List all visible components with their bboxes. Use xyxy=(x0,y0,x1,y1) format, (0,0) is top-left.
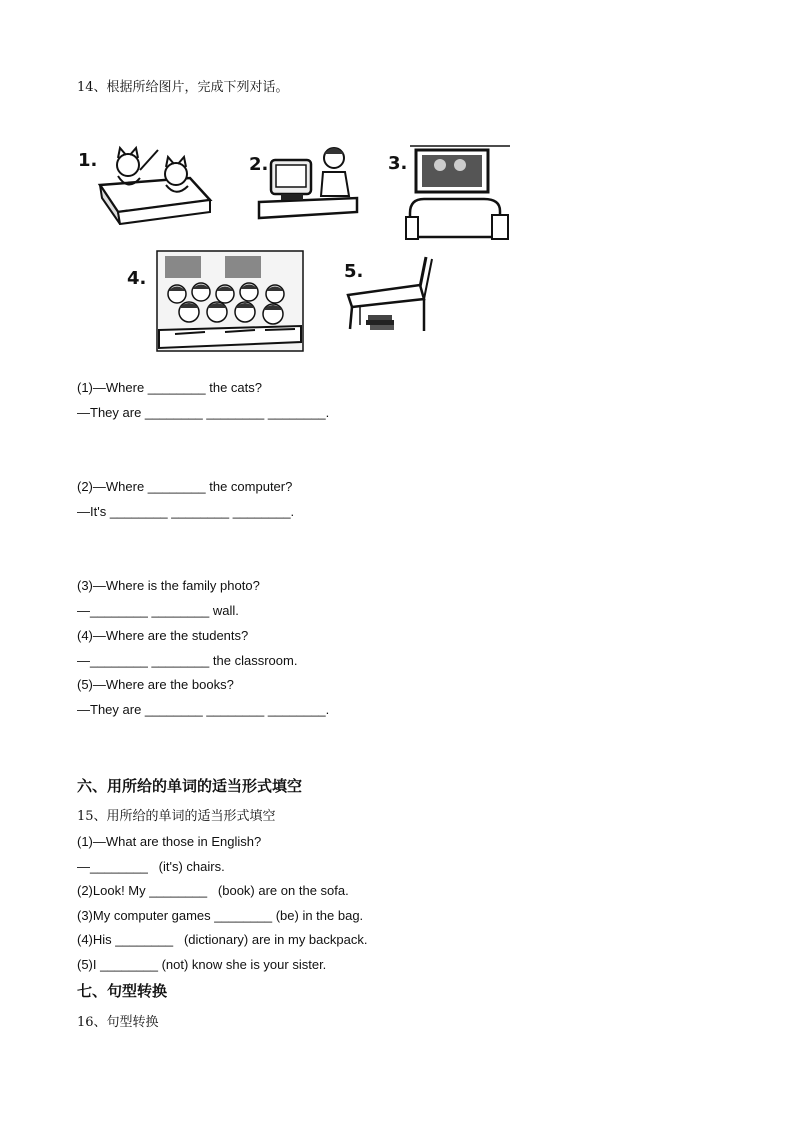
q14-line-2: —They are ________ ________ ________. xyxy=(77,405,330,420)
cats-in-box-icon xyxy=(78,140,213,225)
q14-line-7: (4)—Where are the students? xyxy=(77,628,249,643)
picture-3 xyxy=(388,143,513,243)
q14-line-10: —They are ________ ________ ________. xyxy=(77,702,330,717)
students-in-classroom-icon xyxy=(125,250,305,352)
picture-4-number: 4. xyxy=(127,268,147,289)
q14-line-6: —________ ________ wall. xyxy=(77,603,239,618)
q15-line-5: (4)His ________ (dictionary) are in my backpack. xyxy=(77,932,368,947)
books-under-chair-icon xyxy=(340,255,435,335)
q14-line-1: (1)—Where ________ the cats? xyxy=(77,380,262,395)
section-7-heading: 七、句型转换 xyxy=(77,982,168,1000)
q14-line-3: (2)—Where ________ the computer? xyxy=(77,479,293,494)
picture-4 xyxy=(125,250,305,352)
photo-above-sofa-icon xyxy=(388,143,513,243)
picture-5-number: 5. xyxy=(344,261,364,282)
picture-5 xyxy=(340,255,435,335)
computer-on-desk-icon xyxy=(245,140,360,222)
section-6-heading: 六、用所给的单词的适当形式填空 xyxy=(77,777,303,795)
q15-line-3: (2)Look! My ________ (book) are on the sofa. xyxy=(77,883,349,898)
picture-1-number: 1. xyxy=(78,150,98,171)
q15-line-6: (5)I ________ (not) know she is your sister. xyxy=(77,957,327,972)
q14-line-4: —It's ________ ________ ________. xyxy=(77,504,295,519)
q14-line-9: (5)—Where are the books? xyxy=(77,677,234,692)
picture-2 xyxy=(245,140,360,222)
picture-3-number: 3. xyxy=(388,153,408,174)
q14-line-5: (3)—Where is the family photo? xyxy=(77,578,260,593)
q15-line-2: —________ (it's) chairs. xyxy=(77,859,225,874)
q16-title: 16、句型转换 xyxy=(77,1015,159,1030)
q14-line-8: —________ ________ the classroom. xyxy=(77,653,298,668)
q15-line-1: (1)—What are those in English? xyxy=(77,834,262,849)
q15-title: 15、用所给的单词的适当形式填空 xyxy=(77,809,276,824)
picture-1 xyxy=(78,140,213,225)
picture-2-number: 2. xyxy=(249,154,269,175)
q15-line-4: (3)My computer games ________ (be) in the bag. xyxy=(77,908,364,923)
q14-title: 14、根据所给图片，完成下列对话。 xyxy=(77,80,289,95)
